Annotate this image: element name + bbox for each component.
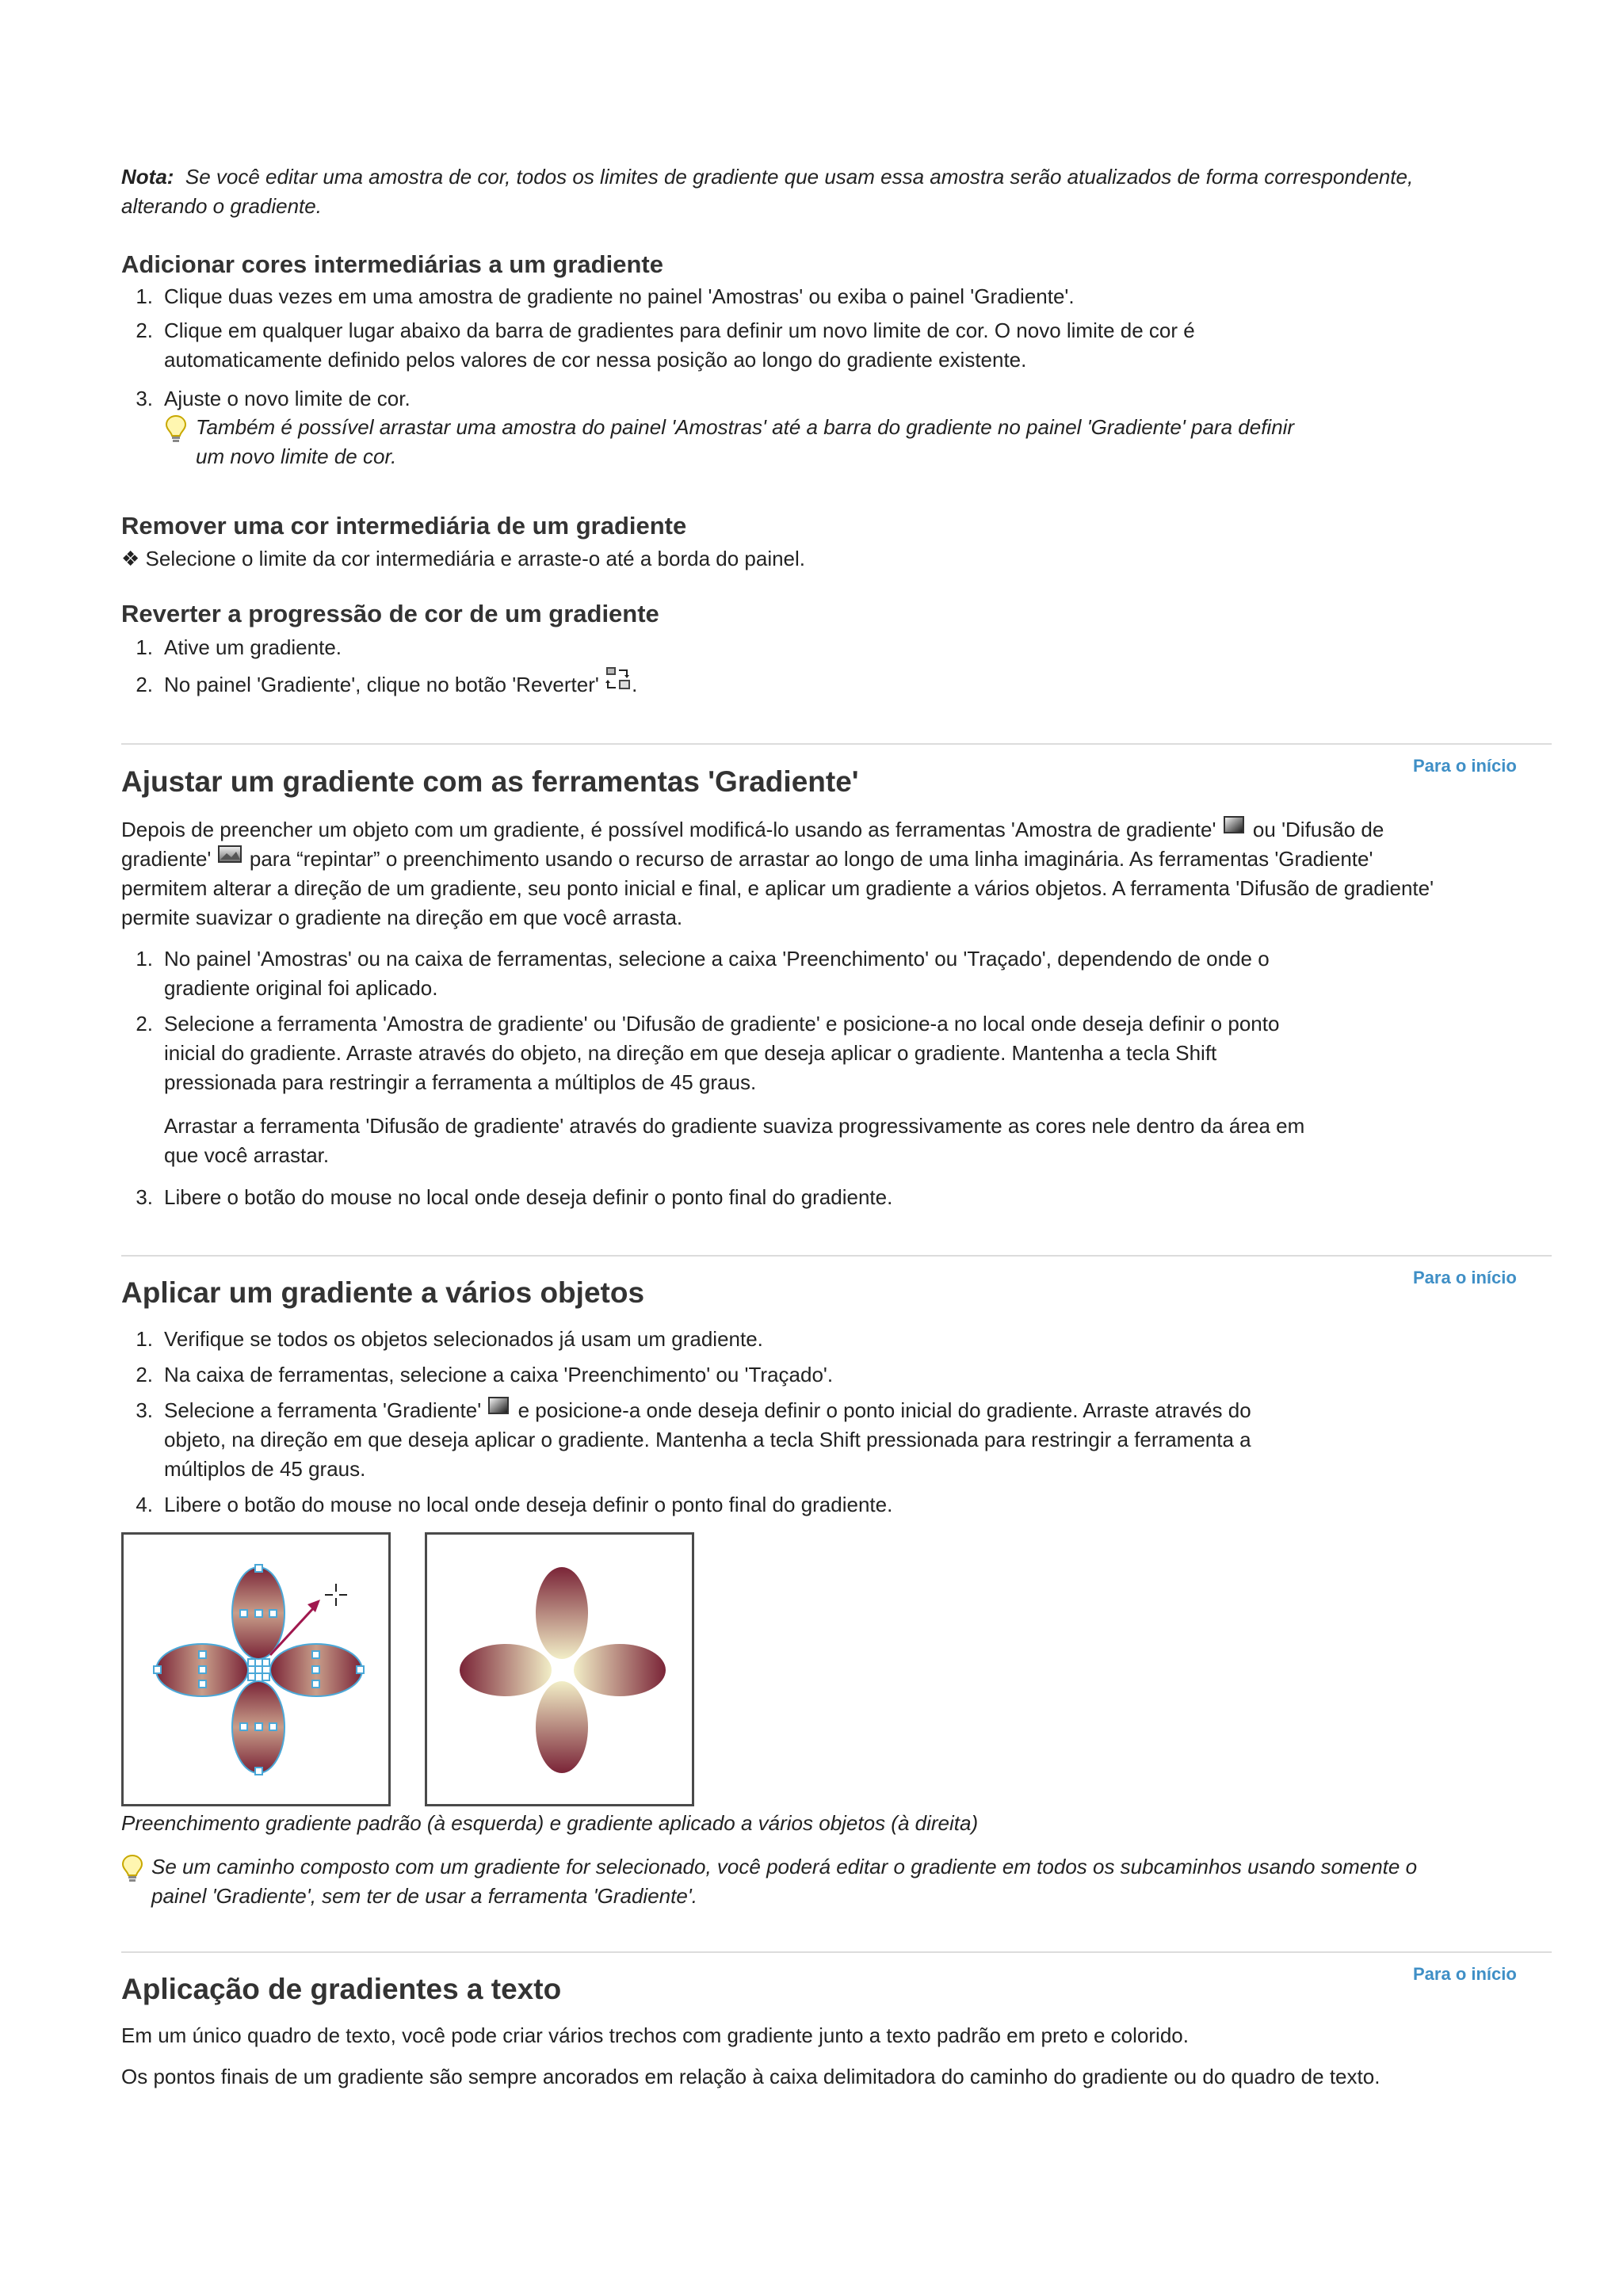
text-gradients-p1: Em um único quadro de texto, você pode criar vários trechos com gradiente junto a texto padrão em preto e colorido. [121, 2023, 1189, 2047]
intro-text: ou 'Difusão de [1252, 818, 1384, 841]
section-divider [121, 1951, 1552, 1953]
step-number: 1. [136, 947, 153, 971]
step-text: No painel 'Gradiente', clique no botão 'Reverter' [164, 673, 599, 696]
flower-default-illustration [124, 1535, 388, 1804]
step-text: múltiplos de 45 graus. [164, 1457, 366, 1481]
gradient-swatch-tool-icon [1222, 814, 1247, 837]
remove-intermediate-text: Selecione o limite da cor intermediária e arraste-o até a borda do painel. [145, 547, 806, 570]
step-text: e posicione-a onde deseja definir o ponto inicial do gradiente. Arraste através do [517, 1398, 1251, 1422]
list-item [121, 1396, 1468, 1484]
text-gradients-p2: Os pontos finais de um gradiente são sempre ancorados em relação à caixa delimitadora do caminho do gradiente ou do quadro de texto. [121, 2065, 1381, 2088]
list-item [121, 282, 1468, 311]
list-item [121, 670, 1072, 702]
step-number: 2. [136, 1363, 153, 1386]
tip-compound-path [151, 1852, 1562, 1911]
intro-text: para “repintar” o preenchimento usando o recurso de arrastar ao longo de uma linha imaginária. As ferramentas 'Gradiente' [249, 847, 1373, 871]
list-item [121, 384, 1468, 414]
list-item [121, 944, 1468, 1003]
intro-text: Depois de preencher um objeto com um gradiente, é possível modificá-lo usando as ferramentas 'Amostra de gradiente' [121, 818, 1216, 841]
add-intermediate-steps [121, 282, 1468, 414]
step-number: 2. [136, 673, 153, 696]
list-item [121, 1183, 1468, 1212]
step-number: 2. [136, 1012, 153, 1035]
step-text: Verifique se todos os objetos selecionados já usam um gradiente. [164, 1327, 763, 1351]
step-number: 1. [136, 1327, 153, 1351]
tip-lightbulb-icon [121, 1854, 143, 1884]
remove-intermediate-item [121, 544, 805, 574]
apply-multiple-steps [121, 1325, 1468, 1520]
section-divider [121, 1255, 1552, 1257]
step-number: 4. [136, 1493, 153, 1516]
step-number: 1. [136, 635, 153, 659]
list-item-continuation [121, 1112, 1468, 1170]
step-number: 2. [136, 318, 153, 342]
step-text: que você arrastar. [164, 1143, 330, 1167]
step-text: Selecione a ferramenta 'Amostra de gradiente' ou 'Difusão de gradiente' e posicione-a no local onde deseja definir o ponto [164, 1012, 1280, 1035]
intro-text: gradiente' [121, 847, 212, 871]
step-text: No painel 'Amostras' ou na caixa de ferramentas, selecione a caixa 'Preenchimento' ou 'Traçado', dependendo de onde o [164, 947, 1270, 971]
heading-apply-multiple: Aplicar um gradiente a vários objetos [121, 1276, 645, 1309]
step-text: Libere o botão do mouse no local onde deseja definir o ponto final do gradiente. [164, 1493, 893, 1516]
list-item [121, 1325, 1468, 1354]
intro-text: permitem alterar a direção de um gradiente, seu ponto inicial e final, e aplicar um gradiente a vários objetos. A ferramenta 'Difusão de gradiente' [121, 876, 1434, 900]
adjust-intro [121, 815, 1556, 933]
step-text: Ative um gradiente. [164, 635, 342, 659]
list-item [121, 1360, 1468, 1390]
step-text: Libere o botão do mouse no local onde deseja definir o ponto final do gradiente. [164, 1185, 893, 1209]
flower-applied-illustration [427, 1535, 692, 1804]
note-label: Nota: [121, 165, 174, 189]
tip-add-intermediate [196, 413, 1464, 471]
step-text: Selecione a ferramenta 'Gradiente' [164, 1398, 482, 1422]
heading-remove-intermediate: Remover uma cor intermediária de um gradiente [121, 512, 687, 540]
tip-lightbulb-icon [165, 414, 187, 444]
step-number: 3. [136, 1398, 153, 1422]
step-number: 3. [136, 387, 153, 410]
tip-line: Também é possível arrastar uma amostra do painel 'Amostras' até a barra do gradiente no painel 'Gradiente' para definir [196, 415, 1295, 439]
note [121, 162, 1564, 221]
step-text: . [632, 673, 638, 696]
heading-adjust-gradient: Ajustar um gradiente com as ferramentas 'Gradiente' [121, 765, 859, 798]
back-to-top-link[interactable]: Para o início [1413, 756, 1517, 776]
section-divider [121, 743, 1552, 745]
figure-default-gradient [121, 1532, 391, 1806]
reverse-steps [121, 633, 1072, 702]
step-text: Ajuste o novo limite de cor. [164, 387, 411, 410]
step-text: Arrastar a ferramenta 'Difusão de gradiente' através do gradiente suaviza progressivamente as cores nele dentro da área em [164, 1114, 1305, 1138]
back-to-top-link[interactable]: Para o início [1413, 1964, 1517, 1984]
step-number: 1. [136, 284, 153, 308]
step-text: Na caixa de ferramentas, selecione a caixa 'Preenchimento' ou 'Traçado'. [164, 1363, 834, 1386]
adjust-steps [121, 944, 1468, 1212]
step-text: Clique duas vezes em uma amostra de gradiente no painel 'Amostras' ou exiba o painel 'Gradiente'. [164, 284, 1075, 308]
list-item [121, 1490, 1468, 1520]
heading-text-gradients: Aplicação de gradientes a texto [121, 1973, 562, 2005]
diamond-bullet-icon: ❖ [121, 547, 140, 570]
tip-line: painel 'Gradiente', sem ter de usar a ferramenta 'Gradiente'. [151, 1884, 697, 1908]
intro-text: permite suavizar o gradiente na direção em que você arrasta. [121, 906, 683, 929]
note-line-2: alterando o gradiente. [121, 194, 322, 218]
figure-applied-gradient [425, 1532, 694, 1806]
heading-reverse: Reverter a progressão de cor de um gradiente [121, 600, 659, 627]
list-item [121, 1009, 1468, 1097]
list-item [121, 633, 1072, 662]
step-text: automaticamente definido pelos valores de cor nessa posição ao longo do gradiente existente. [164, 348, 1027, 372]
step-text: gradiente original foi aplicado. [164, 976, 438, 1000]
step-text: objeto, na direção em que deseja aplicar o gradiente. Mantenha a tecla Shift pressionada para restringir a ferramenta a [164, 1428, 1251, 1451]
step-text: pressionada para restringir a ferramenta a múltiplos de 45 graus. [164, 1070, 757, 1094]
back-to-top-link[interactable]: Para o início [1413, 1268, 1517, 1287]
step-text: Clique em qualquer lugar abaixo da barra de gradientes para definir um novo limite de cor. O novo limite de cor é [164, 318, 1195, 342]
tip-line: um novo limite de cor. [196, 444, 397, 468]
figure-caption: Preenchimento gradiente padrão (à esquerda) e gradiente aplicado a vários objetos (à direita) [121, 1811, 979, 1835]
gradient-feather-tool-icon [217, 844, 244, 866]
tip-line: Se um caminho composto com um gradiente for selecionado, você poderá editar o gradiente em todos os subcaminhos usando somente o [151, 1855, 1418, 1878]
step-text: inicial do gradiente. Arraste através do objeto, na direção em que deseja aplicar o gradiente. Mantenha a tecla Shift [164, 1041, 1217, 1065]
gradient-tool-icon [487, 1395, 512, 1417]
list-item [121, 316, 1468, 384]
reverse-gradient-icon [605, 666, 632, 692]
note-line-1: Se você editar uma amostra de cor, todos os limites de gradiente que usam essa amostra serão atualizados de forma correspondente, [185, 165, 1414, 189]
heading-add-intermediate: Adicionar cores intermediárias a um gradiente [121, 250, 663, 278]
step-number: 3. [136, 1185, 153, 1209]
